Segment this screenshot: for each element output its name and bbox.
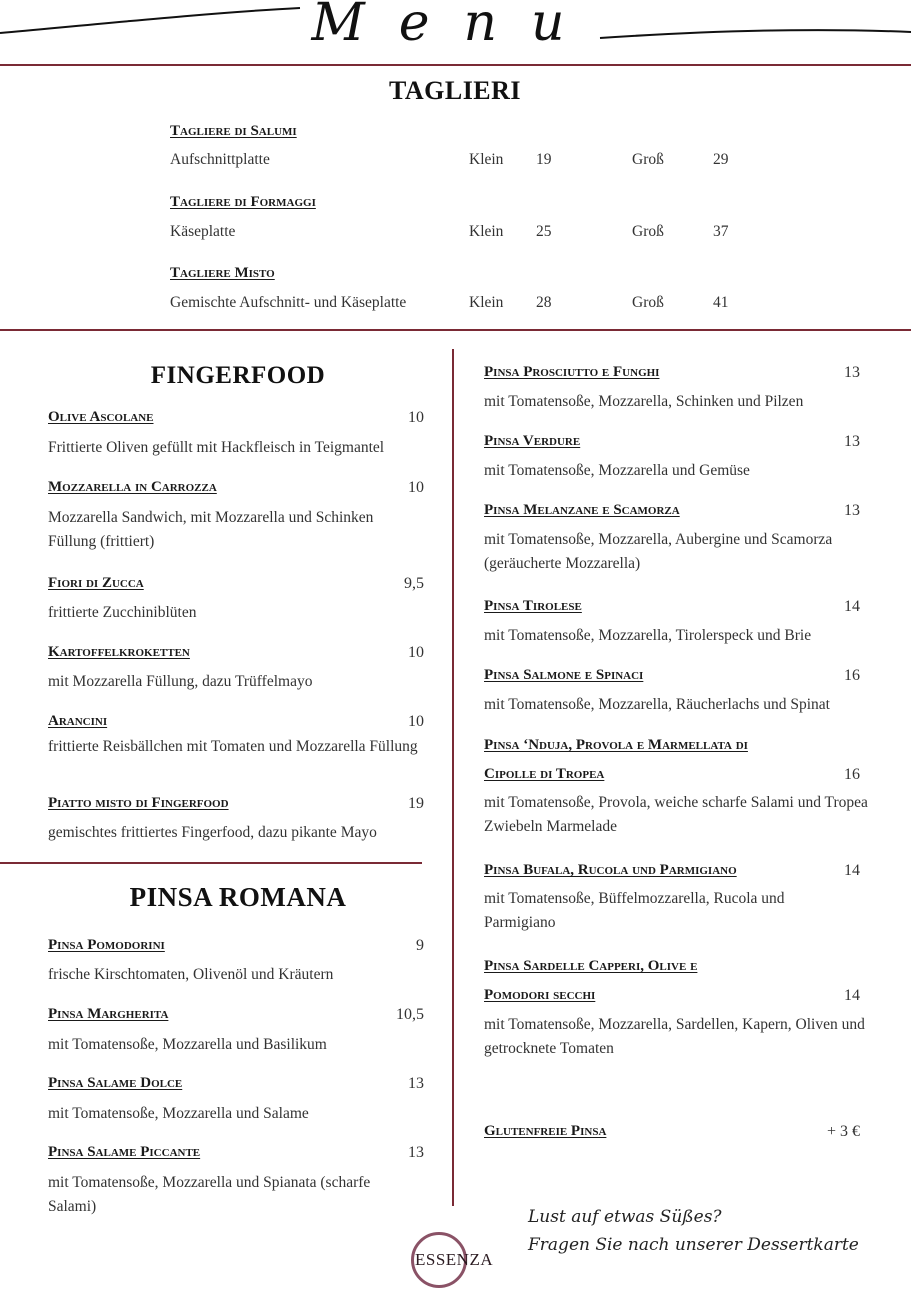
tagliere-large-price: 41 [713, 294, 729, 311]
fingerfood-item-name: Fiori di Zucca [48, 575, 144, 591]
tagliere-name: Tagliere Misto [170, 265, 275, 281]
pinsa-item-price: 14 [844, 987, 860, 1004]
fingerfood-item-desc: frittierte Reisbällchen mit Tomaten und Mozzarella Füllung [48, 738, 418, 755]
fingerfood-item-price: 10 [408, 644, 424, 661]
pinsa-item-price: 13 [408, 1075, 424, 1092]
fingerfood-item-price: 10 [408, 409, 424, 426]
pinsa-item-name: Pinsa Sardelle Capperi, Olive e [484, 958, 698, 974]
pinsa-item-desc: mit Tomatensoße, Mozzarella und Spianata (scharfe Salami) [48, 1174, 371, 1215]
fingerfood-item-desc: gemischtes frittiertes Fingerfood, dazu pikante Mayo [48, 824, 377, 841]
tagliere-small-label: Klein [469, 151, 504, 168]
pinsa-item-name: Pinsa Salame Piccante [48, 1144, 201, 1160]
pinsa-item-name: Pinsa Tirolese [484, 598, 582, 614]
pinsa-item-desc: mit Tomatensoße, Mozzarella und Salame [48, 1105, 309, 1122]
logo-text: ESSENZA [415, 1250, 494, 1269]
fingerfood-item-price: 10 [408, 713, 424, 730]
pinsa-item-price: 13 [844, 502, 860, 519]
pinsa-item-price: 9 [416, 937, 424, 954]
fingerfood-divider [0, 862, 422, 864]
pinsa-item-desc: mit Tomatensoße, Mozzarella, Aubergine und Scamorza (geräucherte Mozzarella) [484, 531, 833, 572]
pinsa-item-price: 10,5 [396, 1006, 424, 1023]
pinsa-item-price: 13 [844, 433, 860, 450]
tagliere-desc: Gemischte Aufschnitt- und Käseplatte [170, 294, 407, 311]
tagliere-name: Tagliere di Salumi [170, 123, 297, 139]
fingerfood-item-price: 19 [408, 795, 424, 812]
pinsa-item-name: Pinsa Verdure [484, 433, 581, 449]
fingerfood-item-desc: Mozzarella Sandwich, mit Mozzarella und Schinken Füllung (frittiert) [48, 509, 374, 550]
pinsa-item-desc: mit Tomatensoße, Büffelmozzarella, Rucola und Parmigiano [484, 890, 785, 931]
glutenfree-name: Glutenfreie Pinsa [484, 1123, 607, 1139]
pinsa-item-desc: mit Tomatensoße, Provola, weiche scharfe Salami und Tropea Zwiebeln Marmelade [484, 794, 868, 835]
tagliere-large-label: Groß [632, 223, 664, 240]
pinsa-item-desc: mit Tomatensoße, Mozzarella, Schinken und Pilzen [484, 393, 804, 410]
tagliere-small-label: Klein [469, 294, 504, 311]
tagliere-small-label: Klein [469, 223, 504, 240]
pinsa-item-price: 14 [844, 598, 860, 615]
pinsa-item-name: Pinsa Salame Dolce [48, 1075, 183, 1091]
fingerfood-item-name: Arancini [48, 713, 108, 729]
tagliere-large-price: 29 [713, 151, 729, 168]
pinsa-item-price: 14 [844, 862, 860, 879]
pinsa-item-desc: frische Kirschtomaten, Olivenöl und Kräutern [48, 966, 334, 983]
pinsa-item-name: Pomodori secchi [484, 987, 596, 1003]
tagliere-large-label: Groß [632, 151, 664, 168]
pinsa-item-desc: mit Tomatensoße, Mozzarella und Basilikum [48, 1036, 327, 1053]
fingerfood-item-price: 9,5 [404, 575, 424, 592]
tagliere-large-price: 37 [713, 223, 729, 240]
tagliere-large-label: Groß [632, 294, 664, 311]
glutenfree-price: + 3 € [826, 1123, 860, 1140]
tagliere-small-price: 19 [536, 151, 552, 168]
taglieri-divider [0, 329, 911, 331]
fingerfood-item-price: 10 [408, 479, 424, 496]
tagliere-desc: Aufschnittplatte [170, 151, 270, 168]
pinsa-item-name: Pinsa Pomodorini [48, 937, 165, 953]
pinsa-item-desc: mit Tomatensoße, Mozzarella, Sardellen, Kapern, Oliven und getrocknete Tomaten [484, 1016, 865, 1057]
pinsa-item-price: 16 [844, 667, 860, 684]
fingerfood-item-name: Mozzarella in Carrozza [48, 479, 217, 495]
menu-title: Menu [311, 0, 599, 53]
pinsa-item-desc: mit Tomatensoße, Mozzarella und Gemüse [484, 462, 750, 479]
pinsa-item-name: Pinsa Salmone e Spinaci [484, 667, 644, 683]
pinsa-item-name: Pinsa Melanzane e Scamorza [484, 502, 680, 518]
fingerfood-item-name: Piatto misto di Fingerfood [48, 795, 229, 811]
pinsa-item-name: Pinsa ‘Nduja, Provola e Marmellata di [484, 737, 748, 753]
pinsa-title: PINSA ROMANA [129, 882, 347, 912]
fingerfood-item-desc: Frittierte Oliven gefüllt mit Hackfleisch in Teigmantel [48, 439, 385, 456]
pinsa-item-price: 13 [408, 1144, 424, 1161]
tagliere-small-price: 28 [536, 294, 552, 311]
header-divider [0, 64, 911, 66]
essenza-logo [405, 1230, 515, 1290]
column-divider [452, 349, 454, 1206]
menu-script-header [0, 0, 911, 62]
tagliere-small-price: 25 [536, 223, 552, 240]
dessert-hint: Fragen Sie nach unserer Dessertkarte [528, 1235, 859, 1255]
pinsa-item-desc: mit Tomatensoße, Mozzarella, Tirolerspeck und Brie [484, 627, 812, 644]
pinsa-item-desc: mit Tomatensoße, Mozzarella, Räucherlachs und Spinat [484, 696, 830, 713]
pinsa-item-name: Pinsa Prosciutto e Funghi [484, 364, 660, 380]
pinsa-item-price: 16 [844, 766, 860, 783]
fingerfood-item-name: Kartoffelkroketten [48, 644, 190, 660]
fingerfood-title: FINGERFOOD [150, 362, 326, 389]
tagliere-name: Tagliere di Formaggi [170, 194, 316, 210]
fingerfood-item-desc: mit Mozzarella Füllung, dazu Trüffelmayo [48, 673, 313, 690]
fingerfood-item-name: Olive Ascolane [48, 409, 154, 425]
dessert-question: Lust auf etwas Süßes? [528, 1207, 722, 1227]
taglieri-title: TAGLIERI [388, 76, 522, 105]
pinsa-item-name: Pinsa Bufala, Rucola und Parmigiano [484, 862, 737, 878]
pinsa-item-name: Cipolle di Tropea [484, 766, 605, 782]
fingerfood-item-desc: frittierte Zucchiniblüten [48, 604, 197, 621]
tagliere-desc: Käseplatte [170, 223, 236, 240]
pinsa-item-price: 13 [844, 364, 860, 381]
pinsa-item-name: Pinsa Margherita [48, 1006, 169, 1022]
